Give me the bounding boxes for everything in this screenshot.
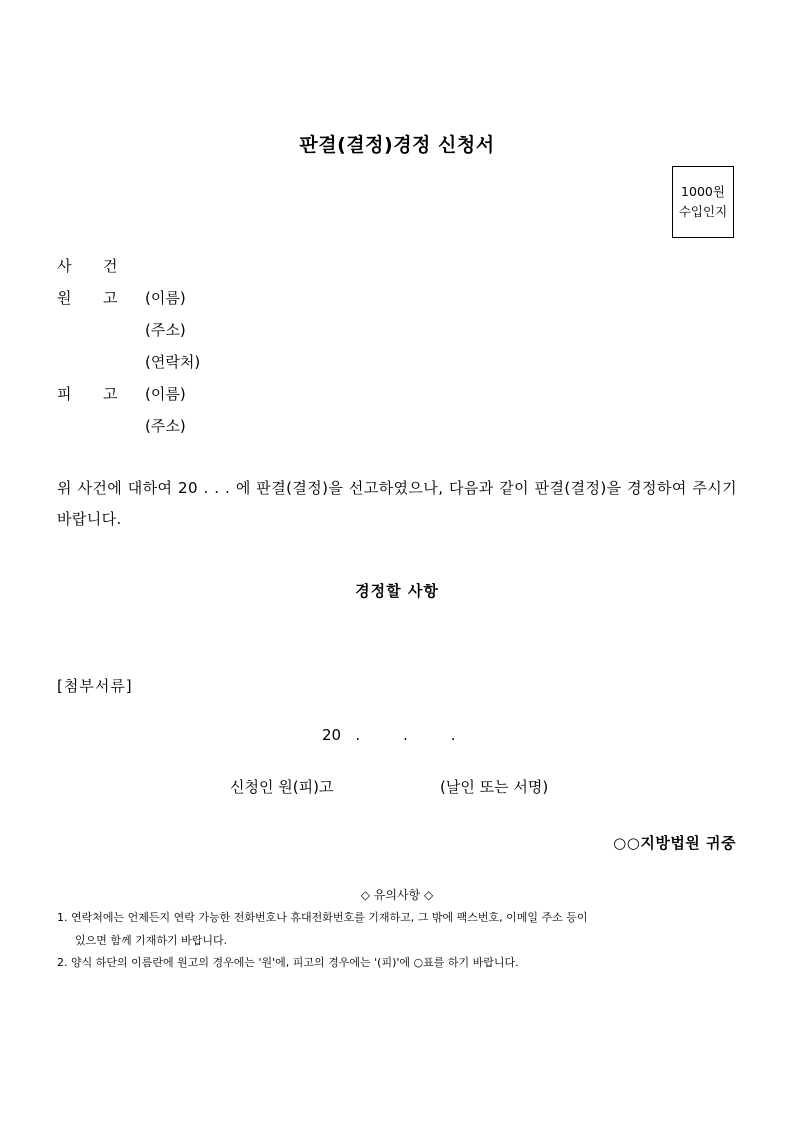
notice-item-1-line-2: 있으면 함께 기재하기 바랍니다. bbox=[75, 934, 228, 947]
revenue-stamp-box bbox=[672, 166, 734, 238]
stamp-amount: 1000원 bbox=[681, 184, 725, 199]
signature-label: (날인 또는 서명) bbox=[440, 778, 549, 796]
defendant-label-char2: 고 bbox=[103, 385, 118, 403]
notice-item-2: 2. 양식 하단의 이름란에 원고의 경우에는 '원'에, 피고의 경우에는 '(피)'에 ○표를 하기 바랍니다. bbox=[57, 956, 519, 969]
case-label-char2: 건 bbox=[103, 257, 118, 275]
court-addressee: ○○지방법원 귀중 bbox=[613, 834, 736, 852]
request-paragraph: 위 사건에 대하여 20 . . . 에 판결(결정)을 선고하였으나, 다음과 같이 판결(결정)을 경정하여 주시기 바랍니다. bbox=[57, 479, 737, 528]
plaintiff-label-char1: 원 bbox=[57, 289, 72, 307]
section-title: 경정할 사항 bbox=[355, 582, 439, 600]
plaintiff-name-field: (이름) bbox=[145, 289, 186, 307]
notice-title: ◇ 유의사항 ◇ bbox=[360, 888, 434, 902]
document-title: 판결(결정)경정 신청서 bbox=[299, 134, 495, 156]
defendant-name-field: (이름) bbox=[145, 385, 186, 403]
notice-item-1-line-1: 1. 연락처에는 언제든지 연락 가능한 전화번호나 휴대전화번호를 기재하고, 그 밖에 팩스번호, 이메일 주소 등이 bbox=[57, 911, 588, 924]
plaintiff-address-field: (주소) bbox=[145, 321, 186, 339]
plaintiff-label-char2: 고 bbox=[103, 289, 118, 307]
date-line: 20 . . . bbox=[322, 726, 456, 744]
applicant-label: 신청인 원(피)고 bbox=[230, 778, 334, 796]
attachments-label: [첨부서류] bbox=[57, 677, 133, 695]
defendant-address-field: (주소) bbox=[145, 417, 186, 435]
stamp-label: 수입인지 bbox=[678, 204, 728, 219]
defendant-label-char1: 피 bbox=[57, 385, 72, 403]
case-label-char1: 사 bbox=[57, 257, 72, 275]
plaintiff-contact-field: (연락처) bbox=[145, 353, 201, 371]
